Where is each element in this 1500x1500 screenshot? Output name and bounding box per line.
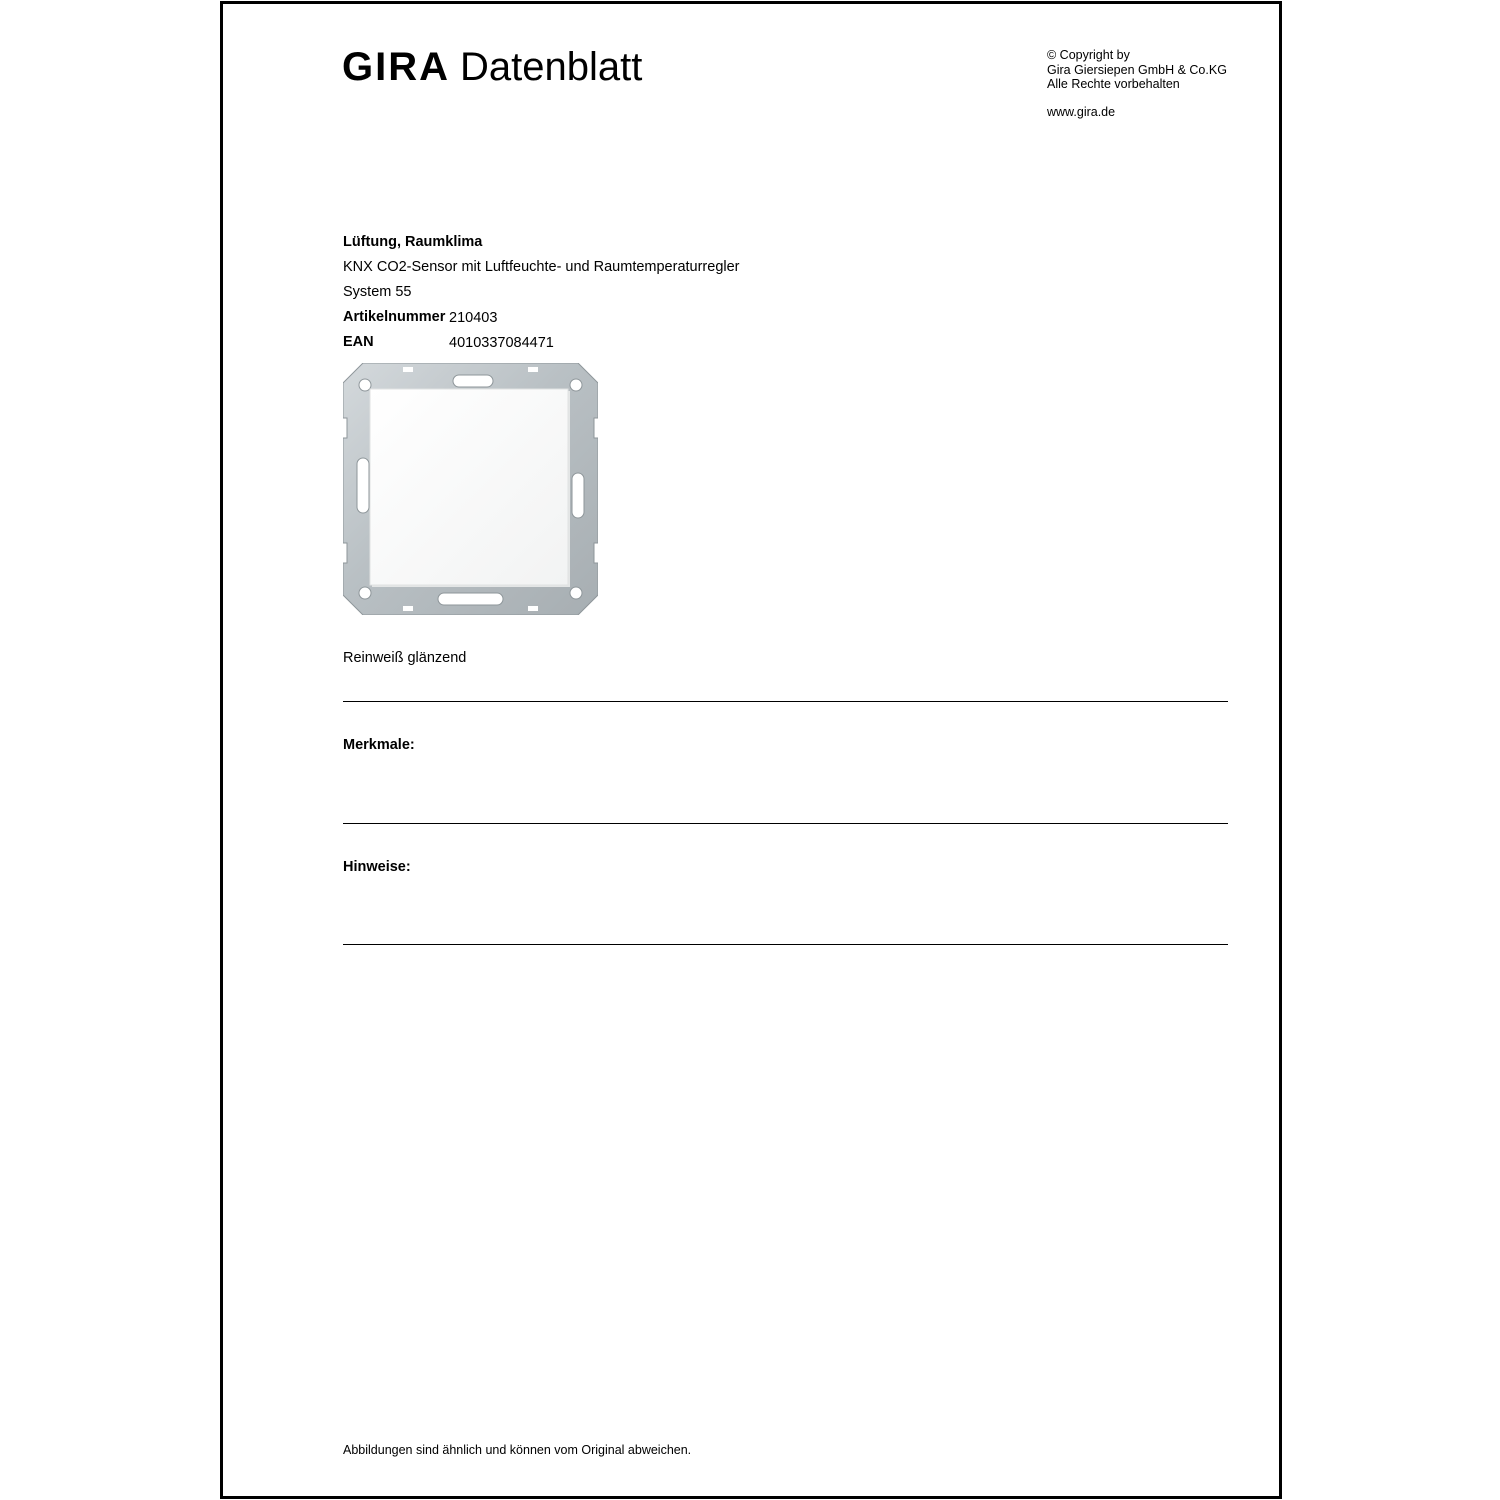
copyright-block (1047, 48, 1227, 92)
divider (343, 944, 1228, 945)
product-color: Reinweiß glänzend (343, 650, 467, 666)
brand-title (342, 44, 642, 90)
copyright-line: Alle Rechte vorbehalten (1047, 77, 1180, 91)
document-type: Datenblatt (460, 45, 643, 89)
product-category: Lüftung, Raumklima (343, 234, 483, 250)
article-number-value: 210403 (449, 310, 498, 326)
ean-label: EAN (343, 334, 374, 350)
brand-logo: GIRA (342, 45, 450, 89)
notes-heading: Hinweise: (343, 859, 411, 875)
copyright-line: Gira Giersiepen GmbH & Co.KG (1047, 62, 1227, 77)
website-link[interactable]: www.gira.de (1047, 105, 1116, 119)
product-series: System 55 (343, 284, 412, 300)
ean-value: 4010337084471 (449, 335, 554, 351)
product-name: KNX CO2-Sensor mit Luftfeuchte- und Raumtemperaturregler (343, 259, 740, 275)
features-heading: Merkmale: (343, 737, 415, 753)
divider (343, 823, 1228, 824)
footer-disclaimer: Abbildungen sind ähnlich und können vom Original abweichen. (343, 1443, 692, 1457)
article-number-label: Artikelnummer (343, 309, 446, 325)
copyright-line: © Copyright by (1047, 48, 1130, 62)
wall-sensor-product-image (343, 363, 598, 615)
divider (343, 701, 1228, 702)
